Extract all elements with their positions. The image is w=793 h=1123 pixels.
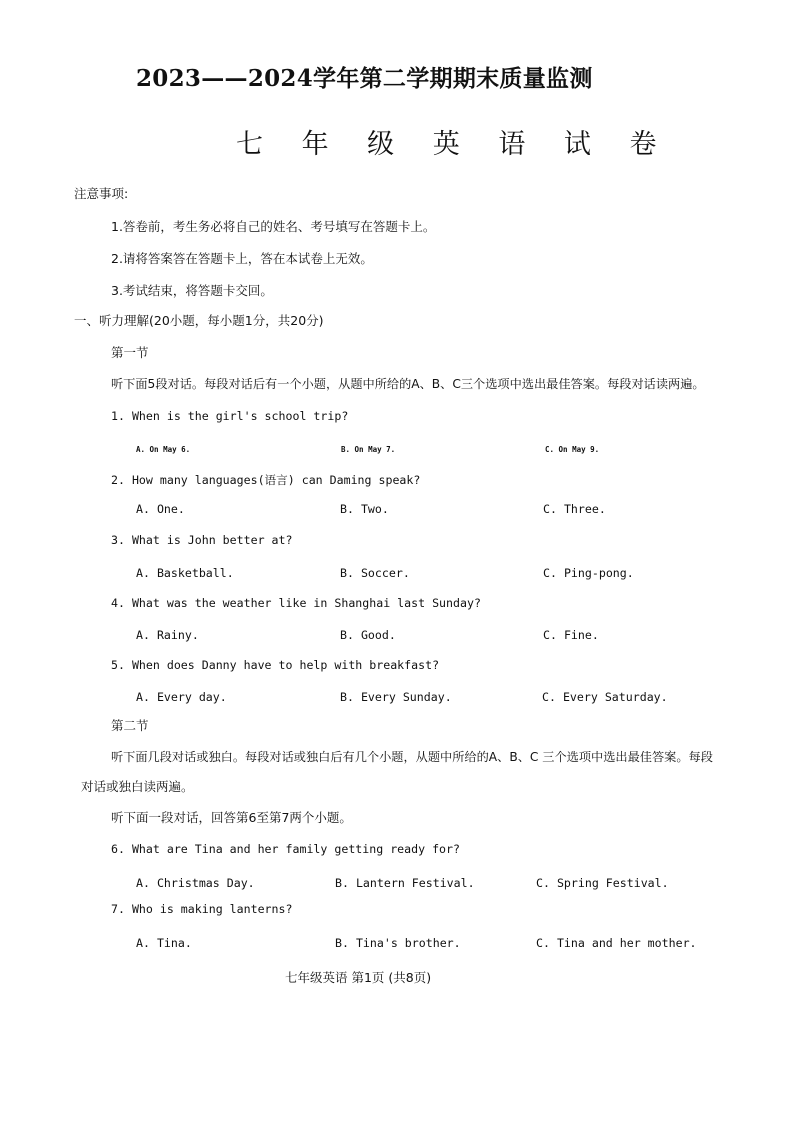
section-heading: 一、听力理解(20小题，每小题1分，共20分) — [74, 313, 324, 328]
part-instruction: 听下面几段对话或独白。每段对话或独白后有几个小题，从题中所给的A、B、C 三个选项中选出最佳答案。每段 — [111, 750, 713, 764]
notice-item: 3.考试结束，将答题卡交回。 — [111, 283, 273, 298]
question-text: 1. When is the girl's school trip? — [111, 409, 349, 423]
part-heading: 第二节 — [111, 718, 149, 733]
part-instruction-continued: 对话或独白读两遍。 — [81, 779, 194, 794]
part-heading: 第一节 — [111, 345, 149, 360]
question-text: 4. What was the weather like in Shanghai last Sunday? — [111, 596, 481, 610]
option-b: B. Soccer. — [340, 566, 410, 580]
option-c: C. On May 9. — [545, 445, 600, 454]
option-c: C. Spring Festival. — [536, 876, 669, 890]
option-a: A. Every day. — [136, 690, 227, 704]
question-text: 6. What are Tina and her family getting ready for? — [111, 842, 461, 856]
option-b: B. Lantern Festival. — [335, 876, 475, 890]
option-c: C. Tina and her mother. — [536, 936, 697, 950]
option-a: A. Basketball. — [136, 566, 234, 580]
question-text: 7. Who is making lanterns? — [111, 902, 293, 916]
page-footer: 七年级英语 第1页 (共8页) — [285, 970, 432, 985]
exam-subtitle: 七 年 级 英 语 试 卷 — [236, 129, 672, 160]
option-c: C. Fine. — [543, 628, 599, 642]
sub-instruction: 听下面一段对话，回答第6至第7两个小题。 — [111, 810, 352, 825]
option-b: B. Two. — [340, 502, 389, 516]
question-text: 3. What is John better at? — [111, 533, 293, 547]
option-b: B. Good. — [340, 628, 396, 642]
option-b: B. Every Sunday. — [340, 690, 452, 704]
option-b: B. On May 7. — [341, 445, 396, 454]
option-a: A. Rainy. — [136, 628, 199, 642]
option-c: C. Ping-pong. — [543, 566, 634, 580]
notice-item: 1.答卷前，考生务必将自己的姓名、考号填写在答题卡上。 — [111, 219, 436, 234]
notice-heading: 注意事项: — [74, 186, 129, 201]
option-b: B. Tina's brother. — [335, 936, 461, 950]
notice-item: 2.请将答案答在答题卡上，答在本试卷上无效。 — [111, 251, 373, 266]
question-text: 5. When does Danny have to help with breakfast? — [111, 658, 440, 672]
option-a: A. One. — [136, 502, 185, 516]
option-c: C. Every Saturday. — [542, 690, 668, 704]
part-instruction: 听下面5段对话。每段对话后有一个小题，从题中所给的A、B、C三个选项中选出最佳答案。每段对话读两遍。 — [111, 377, 705, 391]
option-a: A. Christmas Day. — [136, 876, 255, 890]
option-c: C. Three. — [543, 502, 606, 516]
option-a: A. On May 6. — [136, 445, 191, 454]
exam-title: 2023——2024学年第二学期期末质量监测 — [136, 65, 593, 92]
option-a: A. Tina. — [136, 936, 192, 950]
question-text: 2. How many languages(语言) can Daming speak? — [111, 473, 421, 487]
